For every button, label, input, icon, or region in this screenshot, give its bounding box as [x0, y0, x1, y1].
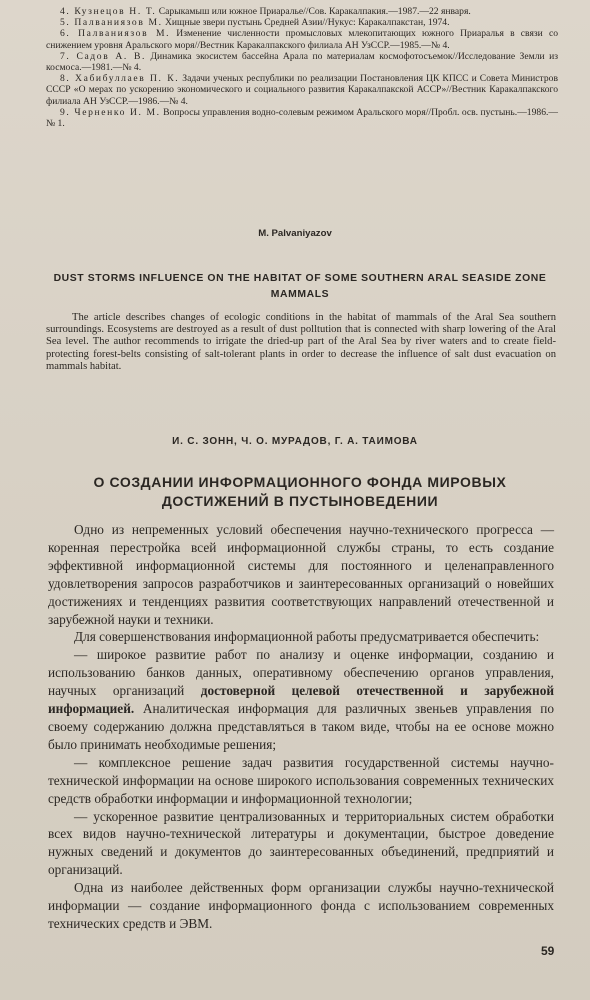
article-authors: И. С. ЗОНН, Ч. О. МУРАДОВ, Г. А. ТАИМОВА	[172, 436, 418, 447]
english-article-title: DUST STORMS INFLUENCE ON THE HABITAT OF SOME SOUTHERN ARAL SEASIDE ZONE MAMMALS	[53, 273, 547, 300]
reference-text: Задачи ученых республики по реализации Постановления ЦК КПСС и Совета Министров СССР «О мерах по ускорению экономического и социального развития Каракалпакской АССР»//Вестник Каракалпакского филиала АН УзССР.—1986.—№ 4.	[46, 73, 558, 107]
reference-author: 6. Палваниязов М.	[60, 28, 171, 40]
body-paragraph: Одна из наиболее действенных форм организации службы научно-технической информации — создание информационного фонда с использованием современных технических средств и ЭВМ.	[48, 880, 554, 931]
reference-author: 7. Садов А. В.	[60, 50, 146, 62]
reference-item	[46, 6, 558, 17]
paragraph-text: — широкое развитие работ по анализу и оценке информации, созданию и использованию банков данных, оперативному обеспечению органов управления, научных организаций	[48, 647, 554, 699]
body-paragraph: — комплексное решение задач развития государственной системы научно-технической информации на основе широкого использования современных технических средств обработки информации и информационной технологии;	[48, 754, 554, 806]
english-article-author: M. Palvaniyazov	[258, 228, 332, 239]
reference-author: 5. Палваниязов М.	[60, 17, 163, 29]
article-body	[48, 521, 554, 933]
reference-item	[46, 17, 558, 28]
reference-author: 9. Черненко И. М.	[60, 106, 161, 118]
reference-item	[46, 51, 558, 73]
reference-item	[46, 28, 558, 50]
reference-item	[46, 107, 558, 129]
reference-text: Хищные звери пустынь Средней Азии//Нукус: Каракалпакстан, 1974.	[165, 17, 450, 29]
body-paragraph: — ускоренное развитие централизованных и территориальных систем обработки всех видов научно-технической литературы и документации, быстрое доведение нужных сведений и документов до заинтересованных объединений, предприятий и организаций.	[48, 808, 554, 878]
english-abstract: The article describes changes of ecologic conditions in the habitat of mammals of the Aral Sea southern surroundings. Ecosystems are destroyed as a result of dust polltution that is connected with sharp lowering of the Aral Sea level. The author recommends to irrigate the dried-up part of the Aral Sea by river waters and to create field-protecting forest-belts consisting of salt-tolerant plants in order to decrease the influence of salt dust evacuation on mammals habitat.	[46, 312, 556, 372]
reference-text: Вопросы управления водно-солевым режимом Аральского моря//Пробл. осв. пустынь.—1986.—№ 1.	[46, 106, 558, 130]
reference-author: 4. Кузнецов Н. Т.	[60, 6, 157, 17]
paragraph-text: Аналитическая информация для различных звеньев управления по своему содержанию должна представляться в таком виде, чтобы на ее основе можно было принимать необходимые решения;	[48, 701, 554, 752]
body-paragraph: Одно из непременных условий обеспечения научно-технического прогресса — коренная перестройка всей информационной службы страны, то есть создание эффективной информационной системы для постоянного и целенаправленного удовлетворения запросов разработчиков и заинтересованных организаций о новейших достижениях и тенденциях развития соответствующих направлений отечественной и зарубежной науки и техники.	[48, 522, 554, 627]
reference-text: Изменение численности промысловых млекопитающих южного Приаралья в связи со снижением уровня Аральского моря//Вестник Каракалпакского филиала АН УзССР.—1985.—№ 4.	[46, 28, 559, 51]
page-number: 59	[541, 944, 555, 958]
reference-author: 8. Хабибуллаев П. К.	[60, 73, 180, 85]
reference-list	[46, 6, 558, 129]
reference-text: Динамика экосистем бассейна Арала по материалам космофотосъемок//Исследование Земли из космоса.—1981.—№ 4.	[46, 50, 558, 74]
reference-item	[46, 73, 558, 107]
body-paragraph	[48, 646, 554, 753]
reference-text: Сарыкамыш или южное Приаралье//Сов. Каракалпакия.—1987.—22 января.	[158, 6, 471, 17]
bold-phrase: достоверной целевой отечественной и зарубежной информацией.	[48, 683, 554, 717]
body-paragraph: Для совершенствования информационной работы предусматривается обеспечить:	[74, 629, 540, 645]
article-title: О СОЗДАНИИ ИНФОРМАЦИОННОГО ФОНДА МИРОВЫХ ДОСТИЖЕНИЙ В ПУСТЫНОВЕДЕНИИ	[93, 474, 507, 509]
